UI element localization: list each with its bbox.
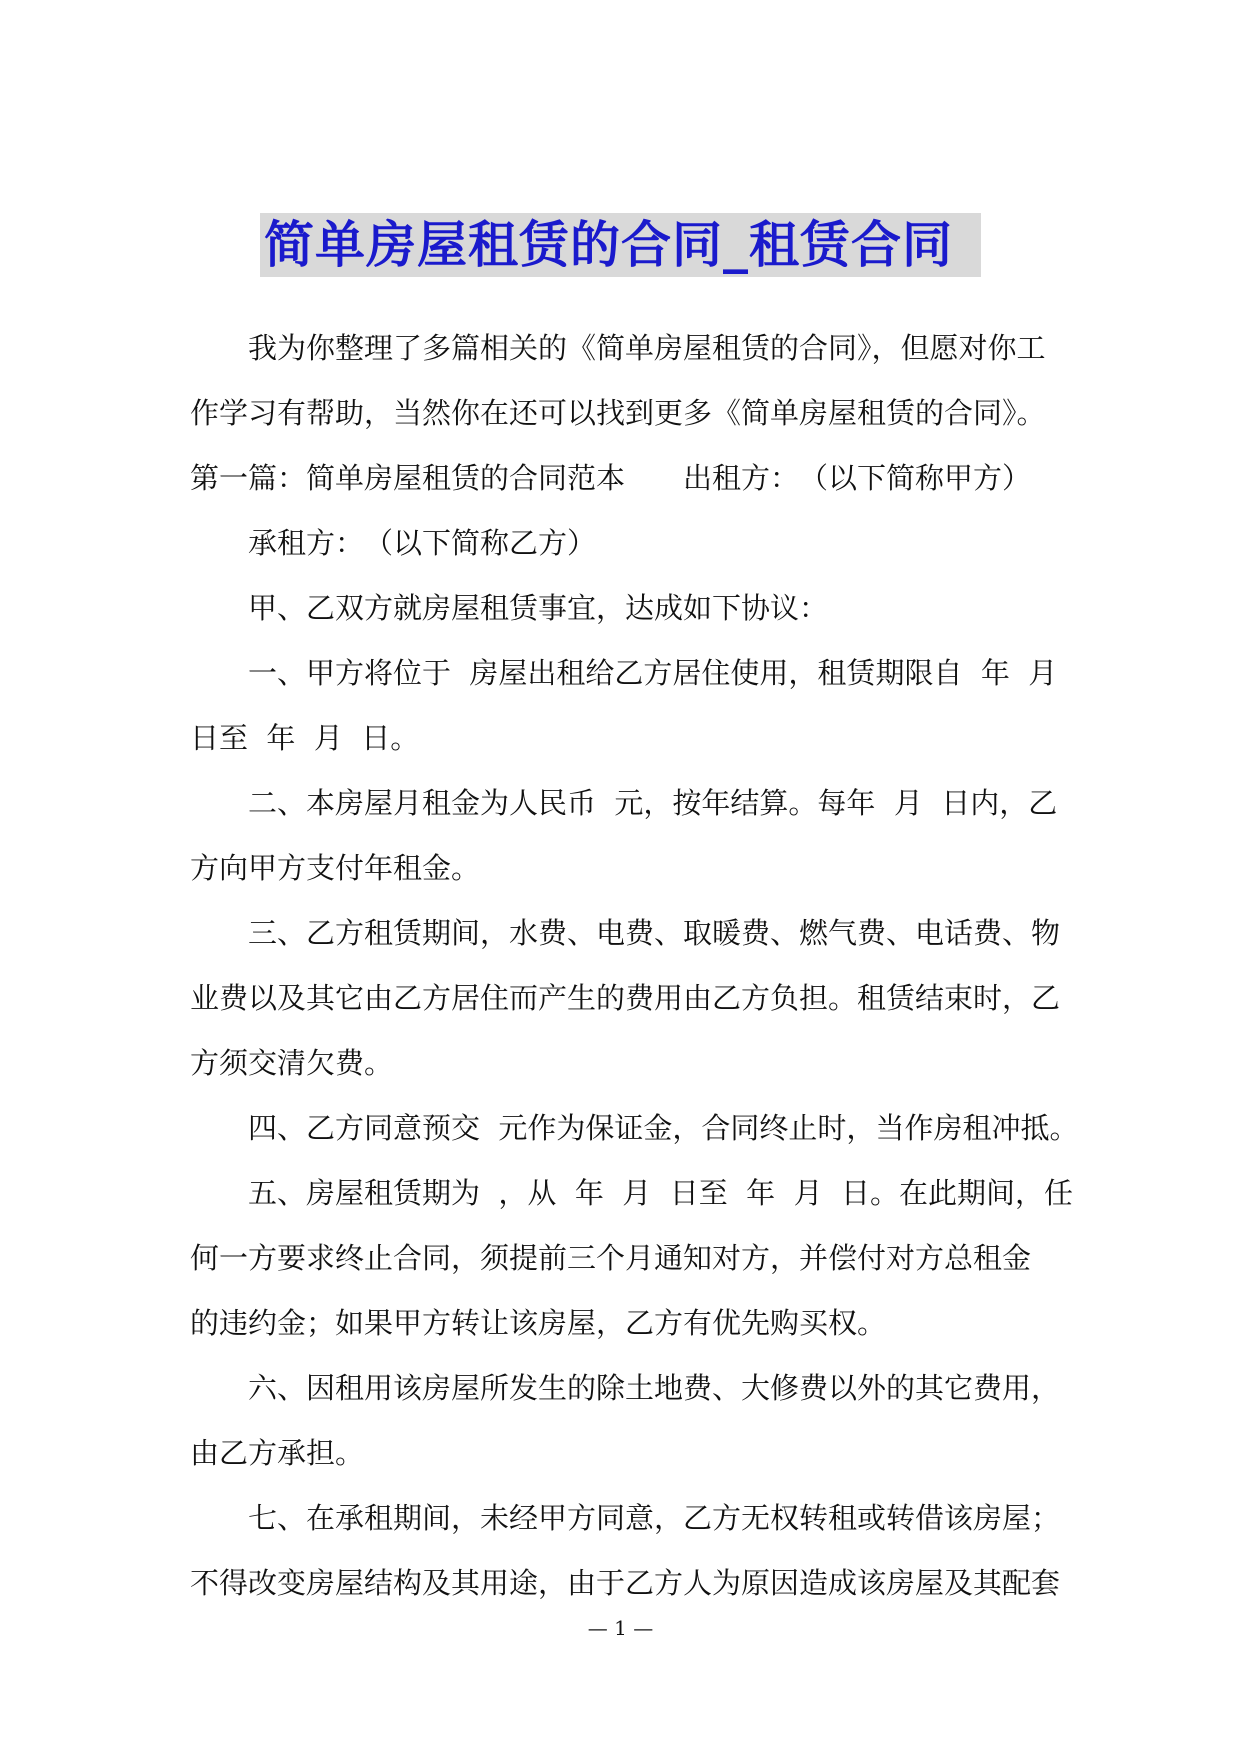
document-title: 简单房屋租赁的合同_租赁合同 [260,213,981,277]
text-line: 第一篇：简单房屋租赁的合同范本 出租方： （以下简称甲方） [190,461,1032,495]
page-number: — 1 — [587,1616,654,1640]
text-line: 六、因租用该房屋所发生的除土地费、大修费以外的其它费用， [248,1371,1061,1405]
text-line: 承租方： （以下简称乙方） [248,526,597,560]
text-line: 一、甲方将位于 房屋出租给乙方居住使用，租赁期限自 年 月 [248,656,1058,690]
text-line: 不得改变房屋结构及其用途，由于乙方人为原因造成该房屋及其配套 [190,1566,1061,1600]
text-line: 二、本房屋月租金为人民币 元，按年结算。每年 月 日内，乙 [248,786,1058,820]
text-line: 业费以及其它由乙方居住而产生的费用由乙方负担。租赁结束时，乙 [190,981,1061,1015]
text-line: 四、乙方同意预交 元作为保证金，合同终止时，当作房租冲抵。 [248,1111,1079,1145]
text-line: 七、在承租期间，未经甲方同意，乙方无权转租或转借该房屋； [248,1501,1061,1535]
text-line: 方须交清欠费。 [190,1046,394,1080]
text-line: 三、乙方租赁期间，水费、电费、取暖费、燃气费、电话费、物 [248,916,1061,950]
text-line: 我为你整理了多篇相关的《简单房屋租赁的合同》，但愿对你工 [248,331,1046,365]
text-line: 的违约金；如果甲方转让该房屋，乙方有优先购买权。 [190,1306,887,1340]
text-line: 日至 年 月 日。 [190,721,420,755]
text-line: 由乙方承担。 [190,1436,365,1470]
text-line: 作学习有帮助，当然你在还可以找到更多《简单房屋租赁的合同》。 [190,396,1046,430]
text-line: 方向甲方支付年租金。 [190,851,481,885]
text-line: 五、房屋租赁期为 ，从 年 月 日至 年 月 日。在此期间，任 [248,1176,1074,1210]
text-line: 甲、乙双方就房屋租赁事宜，达成如下协议： [248,591,829,625]
document-body [190,316,1079,1616]
text-line: 何一方要求终止合同，须提前三个月通知对方，并偿付对方总租金 [190,1241,1032,1275]
title-container [0,213,1241,277]
